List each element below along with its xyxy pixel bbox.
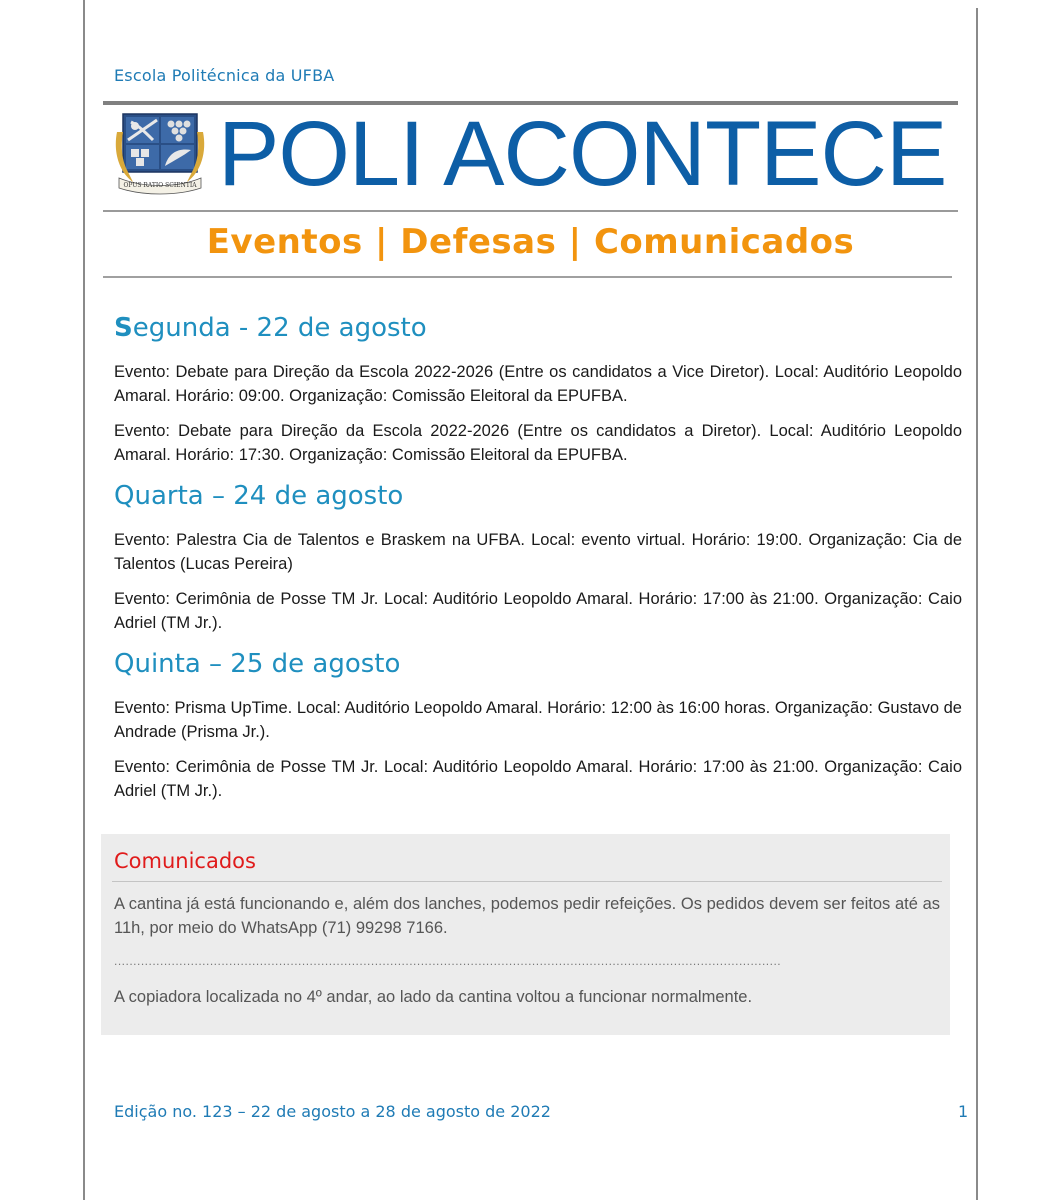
day-heading-rest: egunda - 22 de agosto bbox=[132, 313, 427, 343]
event-item: Evento: Prisma UpTime. Local: Auditório Leopoldo Amaral. Horário: 12:00 às 16:00 horas. Organização: Gustavo de Andrade (Prisma Jr.). bbox=[114, 699, 962, 741]
crest-motto: OPUS RATIO SCIENTIA bbox=[123, 182, 197, 189]
event-item: Evento: Cerimônia de Posse TM Jr. Local: Auditório Leopoldo Amaral. Horário: 17:00 às 21:00. Organização: Caio Adriel (TM Jr.). bbox=[114, 758, 962, 800]
school-name: Escola Politécnica da UFBA bbox=[114, 66, 335, 85]
day-heading-initial: S bbox=[114, 313, 133, 343]
tagline: Eventos | Defesas | Comunicados bbox=[206, 222, 855, 262]
ufba-crest-logo bbox=[113, 112, 207, 196]
notice-separator: .............................................................................................................................................................................. bbox=[114, 954, 782, 968]
page-number: 1 bbox=[958, 1102, 969, 1121]
day-heading-quarta: Quarta – 24 de agosto bbox=[114, 481, 404, 511]
notice-item: A copiadora localizada no 4º andar, ao lado da cantina voltou a funcionar normalmente. bbox=[114, 988, 753, 1006]
event-item: Evento: Cerimônia de Posse TM Jr. Local: Auditório Leopoldo Amaral. Horário: 17:00 às 21:00. Organização: Caio Adriel (TM Jr.). bbox=[114, 590, 962, 632]
page-border-left bbox=[83, 0, 85, 1200]
footer-edition: Edição no. 123 – 22 de agosto a 28 de agosto de 2022 bbox=[114, 1102, 551, 1121]
event-item: Evento: Debate para Direção da Escola 2022-2026 (Entre os candidatos a Vice Diretor). Local: Auditório Leopoldo Amaral. Horário: 09:00. Organização: Comissão Eleitoral da EPUFBA. bbox=[114, 363, 962, 405]
notices-title-rule bbox=[112, 881, 942, 882]
notice-item: A cantina já está funcionando e, além dos lanches, podemos pedir refeições. Os pedidos devem ser feitos até as 11h, por meio do WhatsApp (71) 99298 7166. bbox=[114, 895, 940, 937]
header-bottom-rule bbox=[103, 276, 952, 278]
day-heading-segunda bbox=[114, 313, 427, 343]
day-heading-quinta: Quinta – 25 de agosto bbox=[114, 649, 401, 679]
page-border-right bbox=[976, 8, 978, 1200]
event-item: Evento: Debate para Direção da Escola 2022-2026 (Entre os candidatos a Diretor). Local: Auditório Leopoldo Amaral. Horário: 17:30. Organização: Comissão Eleitoral da EPUFBA. bbox=[114, 422, 962, 464]
masthead-title: POLI ACONTECE bbox=[218, 103, 947, 205]
event-item: Evento: Palestra Cia de Talentos e Braskem na UFBA. Local: evento virtual. Horário: 19:00. Organização: Cia de Talentos (Lucas Pereira) bbox=[114, 531, 962, 573]
notices-title: Comunicados bbox=[114, 849, 256, 873]
header-mid-rule bbox=[103, 210, 958, 212]
